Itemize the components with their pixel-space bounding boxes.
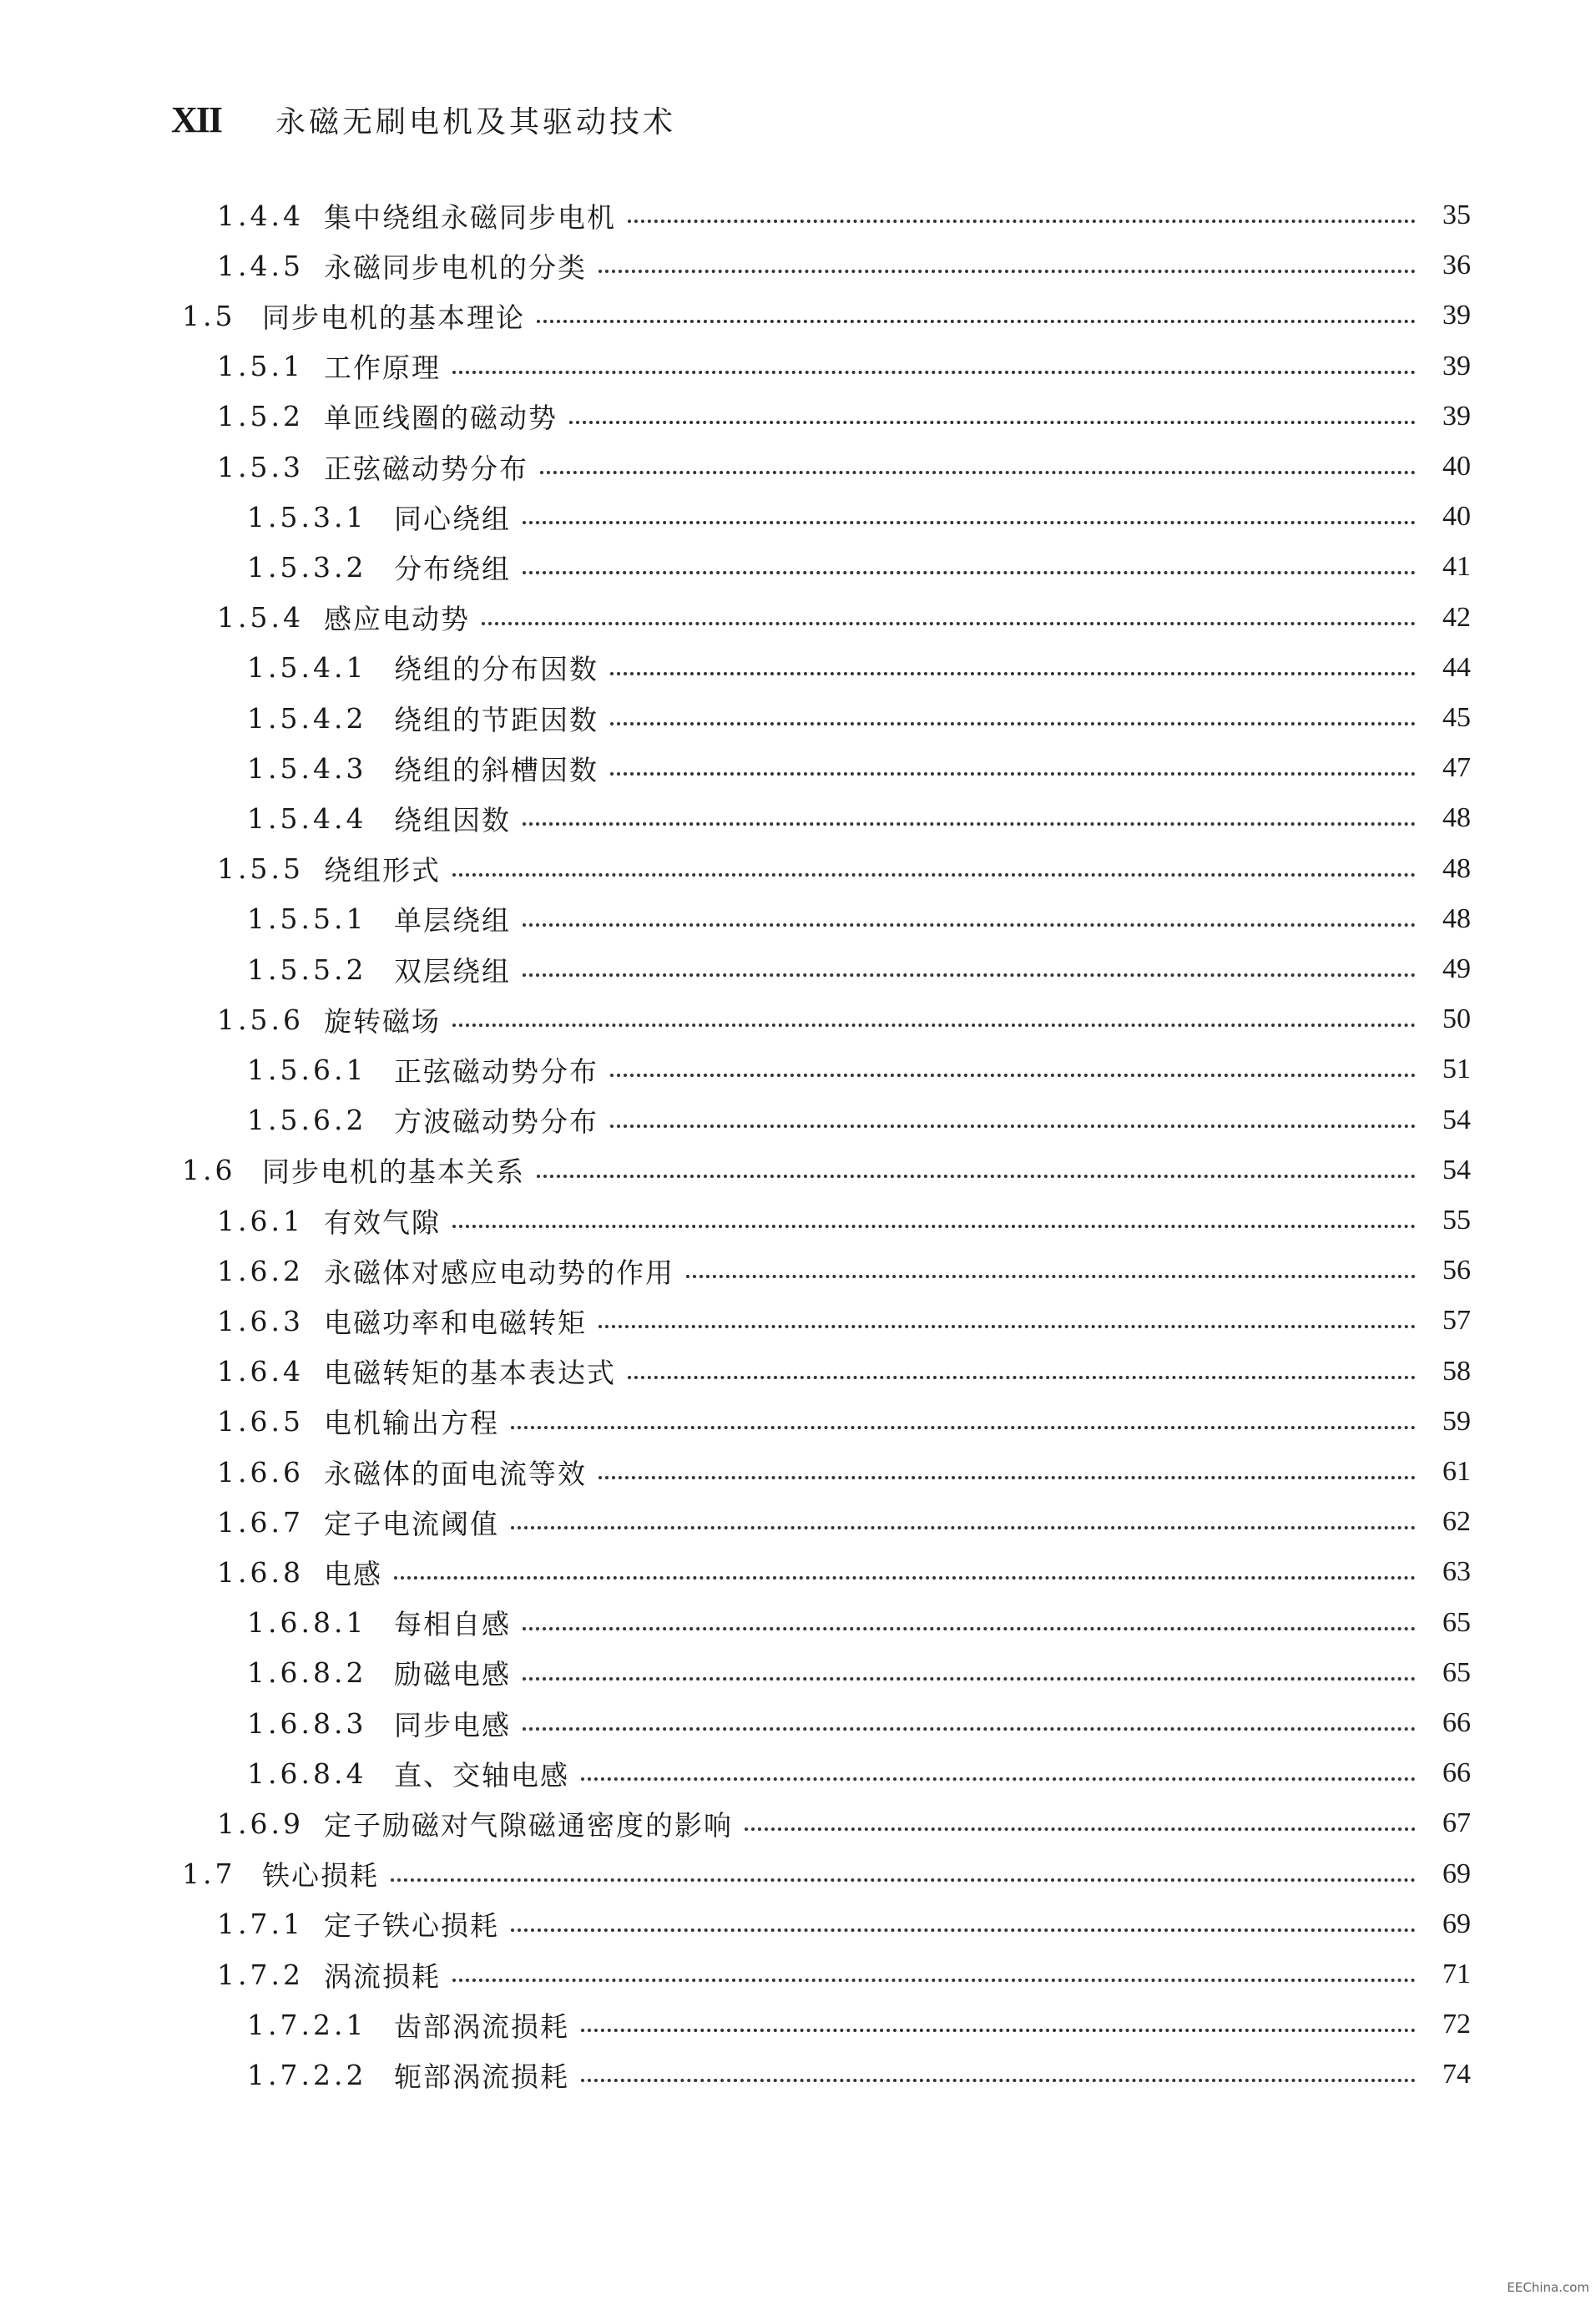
toc-dot-leader xyxy=(537,1175,1416,1178)
toc-page-number: 49 xyxy=(1442,953,1471,984)
toc-entry[interactable] xyxy=(217,1497,1471,1547)
toc-page-number: 56 xyxy=(1442,1255,1471,1286)
toc-page-number: 55 xyxy=(1442,1205,1471,1236)
toc-entry[interactable] xyxy=(217,844,1471,894)
toc-page-number: 41 xyxy=(1442,551,1471,583)
toc-page-number: 69 xyxy=(1442,1908,1471,1939)
toc-page-number: 72 xyxy=(1442,2009,1471,2040)
toc-entry[interactable] xyxy=(182,291,1471,341)
toc-section-title: 永磁体的面电流等效 xyxy=(324,1457,587,1490)
toc-section-number: 1.5.6.2 xyxy=(247,1104,367,1137)
toc-entry[interactable] xyxy=(217,1246,1471,1296)
toc-entry[interactable] xyxy=(247,1999,1471,2050)
toc-section-number: 1.5.6 xyxy=(217,1003,304,1036)
toc-dot-leader xyxy=(452,1024,1416,1027)
toc-entry[interactable] xyxy=(217,1547,1471,1597)
toc-dot-leader xyxy=(598,270,1416,273)
toc-entry[interactable] xyxy=(217,1397,1471,1447)
toc-section-number: 1.5.4.3 xyxy=(247,751,367,785)
toc-section-title: 直、交轴电感 xyxy=(394,1758,569,1792)
toc-section-title: 感应电动势 xyxy=(324,603,470,636)
toc-dot-leader xyxy=(610,772,1416,776)
toc-section-number: 1.6.8.4 xyxy=(247,1757,367,1790)
toc-page-number: 74 xyxy=(1442,2059,1471,2090)
toc-section-number: 1.6.5 xyxy=(217,1405,304,1438)
toc-section-title: 方波磁动势分布 xyxy=(394,1105,598,1139)
toc-dot-leader xyxy=(452,873,1416,877)
toc-page-number: 48 xyxy=(1442,852,1471,884)
toc-section-title: 绕组形式 xyxy=(324,854,441,887)
toc-section-title: 工作原理 xyxy=(324,351,441,385)
toc-page-number: 69 xyxy=(1442,1858,1471,1889)
toc-entry[interactable] xyxy=(217,1447,1471,1497)
toc-dot-leader xyxy=(511,1426,1416,1429)
toc-section-number: 1.6.2 xyxy=(217,1254,304,1287)
toc-dot-leader xyxy=(452,1225,1416,1228)
toc-dot-leader xyxy=(394,1576,1416,1580)
toc-page-number: 39 xyxy=(1442,400,1471,432)
toc-dot-leader xyxy=(523,1627,1416,1630)
toc-section-title: 轭部涡流损耗 xyxy=(394,2060,569,2093)
toc-section-title: 永磁同步电机的分类 xyxy=(324,250,587,284)
toc-entry[interactable] xyxy=(247,643,1471,693)
toc-section-number: 1.6.7 xyxy=(217,1505,304,1539)
toc-section-number: 1.5.3.1 xyxy=(247,500,367,533)
toc-section-number: 1.6.9 xyxy=(217,1807,304,1840)
toc-page-number: 45 xyxy=(1442,702,1471,733)
toc-page-number: 42 xyxy=(1442,601,1471,633)
toc-section-number: 1.6.1 xyxy=(217,1204,304,1237)
toc-page-number: 71 xyxy=(1442,1959,1471,1989)
toc-section-title: 集中绕组永磁同步电机 xyxy=(324,200,616,234)
toc-page-number: 40 xyxy=(1442,501,1471,533)
toc-entry[interactable] xyxy=(217,593,1471,643)
toc-section-title: 定子励磁对气隙磁通密度的影响 xyxy=(324,1808,733,1842)
toc-section-title: 电磁转矩的基本表达式 xyxy=(324,1357,616,1390)
toc-page-number: 66 xyxy=(1442,1707,1471,1738)
toc-section-title: 绕组的节距因数 xyxy=(394,703,598,736)
toc-entry[interactable] xyxy=(217,1347,1471,1397)
toc-entry[interactable] xyxy=(217,994,1471,1044)
toc-page-number: 50 xyxy=(1442,1003,1471,1035)
toc-section-title: 励磁电感 xyxy=(394,1658,511,1691)
toc-section-title: 绕组的斜槽因数 xyxy=(394,753,598,786)
toc-section-number: 1.4.4 xyxy=(217,199,304,232)
toc-section-number: 1.6 xyxy=(182,1154,236,1187)
toc-section-number: 1.5.3.2 xyxy=(247,550,367,584)
toc-dot-leader xyxy=(523,1677,1416,1681)
toc-section-title: 双层绕组 xyxy=(394,954,511,988)
toc-section-title: 永磁体对感应电动势的作用 xyxy=(324,1256,674,1289)
watermark: EEChina.com xyxy=(1507,2280,1589,2295)
toc-dot-leader xyxy=(569,421,1416,424)
toc-section-number: 1.5.1 xyxy=(217,350,304,383)
toc-section-number: 1.4.5 xyxy=(217,249,304,282)
toc-entry[interactable] xyxy=(217,190,1471,240)
book-title: 永磁无刷电机及其驱动技术 xyxy=(275,105,677,139)
toc-entry[interactable] xyxy=(182,1849,1471,1899)
toc-page-number: 35 xyxy=(1442,200,1471,230)
toc-dot-leader xyxy=(482,622,1416,625)
toc-page-number: 36 xyxy=(1442,250,1471,281)
toc-page-number: 65 xyxy=(1442,1606,1471,1638)
toc-entry[interactable] xyxy=(247,1598,1471,1648)
toc-dot-leader xyxy=(452,371,1416,374)
toc-section-number: 1.5.4.2 xyxy=(247,701,367,735)
toc-section-number: 1.7 xyxy=(182,1858,236,1891)
toc-page-number: 67 xyxy=(1442,1807,1471,1839)
toc-section-number: 1.5.4 xyxy=(217,601,304,634)
toc-entry[interactable] xyxy=(217,1798,1471,1848)
toc-section-number: 1.6.8.1 xyxy=(247,1606,367,1640)
toc-entry[interactable] xyxy=(247,542,1471,592)
toc-entry[interactable] xyxy=(247,2050,1471,2100)
toc-entry[interactable] xyxy=(247,492,1471,542)
toc-entry[interactable] xyxy=(182,1145,1471,1195)
toc-page-number: 61 xyxy=(1442,1456,1471,1487)
toc-dot-leader xyxy=(523,571,1416,574)
toc-page-number: 58 xyxy=(1442,1355,1471,1387)
toc-dot-leader xyxy=(581,2029,1416,2032)
toc-page-number: 44 xyxy=(1442,651,1471,683)
toc-section-title: 定子铁心损耗 xyxy=(324,1909,499,1943)
toc-section-title: 同步电机的基本理论 xyxy=(262,301,525,334)
toc-dot-leader xyxy=(511,1928,1416,1932)
toc-page-number: 54 xyxy=(1442,1104,1471,1135)
toc-entry[interactable] xyxy=(247,1748,1471,1798)
toc-section-title: 齿部涡流损耗 xyxy=(394,2009,569,2043)
toc-section-title: 单层绕组 xyxy=(394,904,511,938)
toc-section-number: 1.5.4.1 xyxy=(247,651,367,685)
toc-section-title: 电感 xyxy=(324,1557,382,1590)
toc-section-number: 1.7.2.2 xyxy=(247,2058,367,2091)
toc-section-title: 旋转磁场 xyxy=(324,1004,441,1038)
toc-section-title: 正弦磁动势分布 xyxy=(324,452,528,485)
toc-section-number: 1.7.2.1 xyxy=(247,2008,367,2041)
toc-section-number: 1.6.8 xyxy=(217,1555,304,1589)
toc-section-title: 分布绕组 xyxy=(394,552,511,585)
toc-section-number: 1.6.3 xyxy=(217,1304,304,1337)
toc-section-number: 1.5 xyxy=(182,299,236,332)
toc-section-title: 铁心损耗 xyxy=(262,1859,379,1893)
toc-section-title: 同步电感 xyxy=(394,1708,511,1741)
toc-page-number: 57 xyxy=(1442,1305,1471,1337)
toc-section-number: 1.6.8.2 xyxy=(247,1656,367,1690)
toc-page-number: 59 xyxy=(1442,1405,1471,1437)
toc-dot-leader xyxy=(745,1827,1416,1831)
toc-section-title: 绕组因数 xyxy=(394,803,511,837)
toc-entry[interactable] xyxy=(247,1095,1471,1145)
toc-section-number: 1.7.1 xyxy=(217,1908,304,1941)
toc-dot-leader xyxy=(686,1275,1416,1278)
toc-dot-leader xyxy=(598,1476,1416,1479)
toc-section-number: 1.5.6.1 xyxy=(247,1053,367,1086)
toc-page-number: 65 xyxy=(1442,1656,1471,1688)
toc-page-number: 51 xyxy=(1442,1054,1471,1085)
toc-section-title: 同步电机的基本关系 xyxy=(262,1155,525,1189)
toc-dot-leader xyxy=(581,2079,1416,2082)
toc-entry[interactable] xyxy=(217,392,1471,442)
page-header xyxy=(171,99,676,149)
toc-page-number: 47 xyxy=(1442,752,1471,784)
toc-entry[interactable] xyxy=(247,944,1471,994)
toc-page-number: 48 xyxy=(1442,802,1471,834)
toc-dot-leader xyxy=(523,1727,1416,1731)
toc-section-number: 1.5.5 xyxy=(217,852,304,886)
toc-page-number: 66 xyxy=(1442,1757,1471,1789)
toc-dot-leader xyxy=(523,973,1416,977)
toc-entry[interactable] xyxy=(217,442,1471,492)
toc-section-number: 1.6.6 xyxy=(217,1455,304,1489)
toc-entry[interactable] xyxy=(247,1648,1471,1698)
toc-dot-leader xyxy=(523,923,1416,927)
toc-entry[interactable] xyxy=(217,1949,1471,1999)
toc-section-number: 1.5.4.4 xyxy=(247,801,367,835)
toc-dot-leader xyxy=(628,1376,1416,1379)
toc-page-number: 54 xyxy=(1442,1154,1471,1185)
toc-dot-leader xyxy=(598,1325,1416,1328)
toc-dot-leader xyxy=(391,1878,1416,1882)
toc-section-number: 1.5.5.2 xyxy=(247,953,367,986)
toc-section-title: 正弦磁动势分布 xyxy=(394,1054,598,1088)
toc-page-number: 39 xyxy=(1442,350,1471,382)
toc-section-number: 1.6.4 xyxy=(217,1355,304,1388)
toc-entry[interactable] xyxy=(217,1195,1471,1246)
toc-section-title: 单匝线圈的磁动势 xyxy=(324,402,558,435)
toc-dot-leader xyxy=(628,220,1416,223)
toc-entry[interactable] xyxy=(247,743,1471,793)
toc-dot-leader xyxy=(540,471,1416,474)
toc-entry[interactable] xyxy=(247,1044,1471,1094)
toc-section-title: 涡流损耗 xyxy=(324,1959,441,1993)
toc-entry[interactable] xyxy=(217,341,1471,392)
toc-dot-leader xyxy=(610,672,1416,675)
toc-section-number: 1.6.8.3 xyxy=(247,1706,367,1740)
toc-entry[interactable] xyxy=(247,793,1471,843)
toc-dot-leader xyxy=(523,521,1416,524)
page-number-roman: XII xyxy=(171,99,222,140)
toc-section-title: 每相自感 xyxy=(394,1608,511,1641)
toc-section-title: 定子电流阈值 xyxy=(324,1507,499,1540)
toc-dot-leader xyxy=(581,1777,1416,1781)
toc-page-number: 48 xyxy=(1442,902,1471,934)
toc-dot-leader xyxy=(610,722,1416,725)
toc-section-title: 有效气隙 xyxy=(324,1206,441,1239)
toc-page-number: 40 xyxy=(1442,451,1471,482)
toc-section-number: 1.5.5.1 xyxy=(247,902,367,936)
toc-dot-leader xyxy=(610,1074,1416,1077)
toc-page-number: 63 xyxy=(1442,1556,1471,1588)
toc-page-number: 39 xyxy=(1442,300,1471,331)
toc-entry[interactable] xyxy=(247,693,1471,743)
toc-dot-leader xyxy=(610,1125,1416,1128)
toc-dot-leader xyxy=(511,1526,1416,1529)
toc-entry[interactable] xyxy=(247,894,1471,944)
toc-section-title: 同心绕组 xyxy=(394,502,511,535)
toc-dot-leader xyxy=(523,822,1416,826)
toc-entry[interactable] xyxy=(247,1698,1471,1748)
toc-section-number: 1.5.2 xyxy=(217,400,304,433)
toc-section-number: 1.7.2 xyxy=(217,1958,304,1991)
toc-section-title: 绕组的分布因数 xyxy=(394,653,598,686)
toc-section-title: 电磁功率和电磁转矩 xyxy=(324,1306,587,1339)
toc-page-number: 62 xyxy=(1442,1506,1471,1538)
toc-entry[interactable] xyxy=(217,1296,1471,1346)
toc-entry[interactable] xyxy=(217,1899,1471,1949)
toc-dot-leader xyxy=(537,320,1416,323)
toc-entry[interactable] xyxy=(217,240,1471,291)
toc-section-number: 1.5.3 xyxy=(217,450,304,483)
toc-section-title: 电机输出方程 xyxy=(324,1407,499,1440)
toc-dot-leader xyxy=(452,1979,1416,1982)
